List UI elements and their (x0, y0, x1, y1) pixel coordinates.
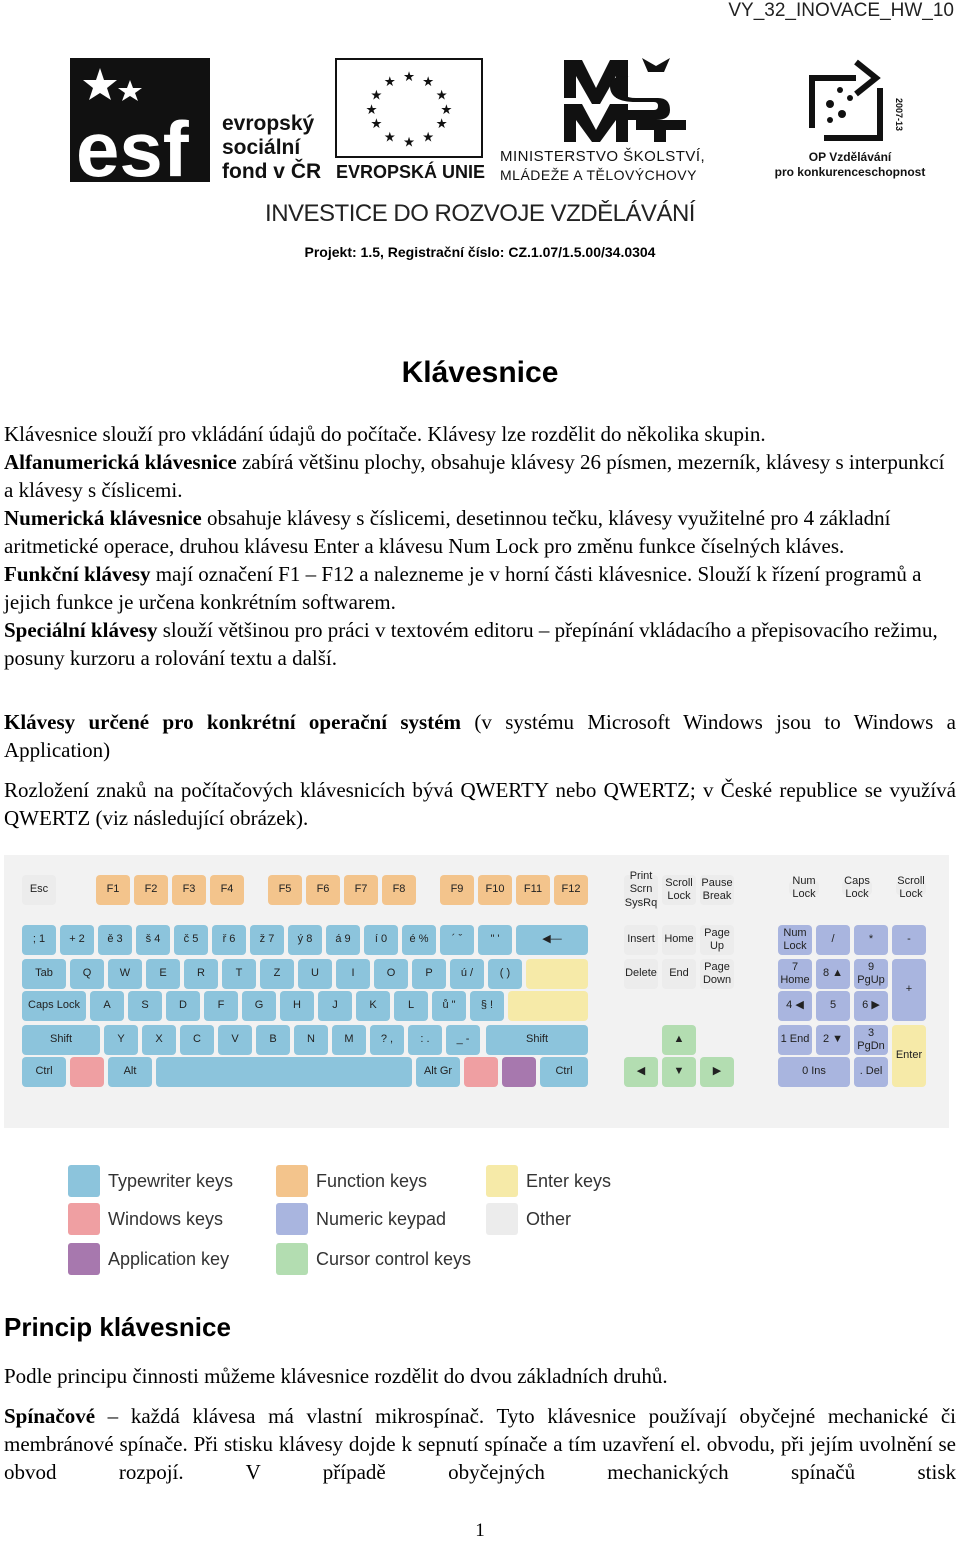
key-enter-bottom (508, 991, 588, 1021)
key-f8: F8 (382, 875, 416, 905)
key-number-row: " ' (478, 925, 512, 955)
key-f12: F12 (554, 875, 588, 905)
legend-label: Cursor control keys (316, 1248, 472, 1269)
legend-swatch (486, 1203, 518, 1235)
svg-text:★: ★ (365, 102, 378, 118)
project-registration: Projekt: 1.5, Registrační číslo: CZ.1.07/1.5.00/34.0304 (304, 244, 656, 260)
eu-logo-label: EVROPSKÁ UNIE (336, 162, 486, 182)
msmt-logo-text: MINISTERSTVO ŠKOLSTVÍ, MLÁDEŽE A TĚLOVÝCHOVY (500, 148, 706, 183)
legend-item (276, 1165, 427, 1197)
legend-item (68, 1165, 233, 1197)
key-letter: J (318, 991, 352, 1021)
key-letter: W (108, 959, 142, 989)
key-letter: K (356, 991, 390, 1021)
key-letter: I (336, 959, 370, 989)
legend-item (68, 1243, 229, 1275)
key-number-row: + 2 (60, 925, 94, 955)
key-number-row: ´ ˇ (440, 925, 474, 955)
key-numpad-4: 4 ◀ (778, 991, 812, 1021)
indicator-scroll-lock: Scroll Lock (897, 874, 925, 900)
svg-text:★: ★ (402, 135, 416, 151)
legend-swatch (68, 1165, 100, 1197)
key-numpad-2: 2 ▼ (816, 1025, 850, 1055)
key-numpad-0: 0 Ins (778, 1057, 850, 1087)
legend-swatch (276, 1165, 308, 1197)
key-number-row: ě 3 (98, 925, 132, 955)
key-right-windows (464, 1057, 498, 1087)
key-letter: H (280, 991, 314, 1021)
key-letter: V (218, 1025, 252, 1055)
numeric-term: Numerická klávesnice (4, 506, 202, 530)
switch-term: Spínačové (4, 1404, 96, 1428)
section-title: Princip klávesnice (4, 1312, 231, 1342)
key-number-row: í 0 (364, 925, 398, 955)
key-letter: A (90, 991, 124, 1021)
key-letter: ? , (370, 1025, 404, 1055)
key-number-row: ž 7 (250, 925, 284, 955)
key-f2: F2 (134, 875, 168, 905)
key-space (156, 1057, 412, 1087)
key-letter: ú / (450, 959, 484, 989)
document-id: VY_32_INOVACE_HW_10 (728, 0, 954, 21)
msmt-logo-mark (560, 58, 690, 144)
key-letter: T (222, 959, 256, 989)
svg-text:★: ★ (370, 88, 383, 104)
key-numpad-decimal: . Del (854, 1057, 888, 1087)
legend-item (276, 1203, 446, 1235)
key-letter: L (394, 991, 428, 1021)
svg-text:★: ★ (370, 117, 383, 133)
alphanumeric-term: Alfanumerická klávesnice (4, 450, 237, 474)
switch-keyboard-paragraph: Spínačové – každá klávesa má vlastní mikrospínač. Tyto klávesnice používají obyčejné mechanické či membránové spínače. Při stisku klávesy dojde k sepnutí spínače a tím uzavření el. obvodu, při jejím uvolnění se obvod rozpojí. V případě obyčejných mechanických spínačů stisk (4, 1404, 956, 1484)
key-alt: Alt (108, 1057, 152, 1087)
key-letter: Y (104, 1025, 138, 1055)
key-left-ctrl: Ctrl (22, 1057, 66, 1087)
key-num-lock: Num Lock (778, 925, 812, 955)
svg-text:★: ★ (422, 74, 435, 90)
key-numpad-enter: Enter (892, 1025, 926, 1087)
special-term: Speciální klávesy (4, 618, 158, 642)
legend-label: Other (526, 1208, 572, 1229)
key-letter: ( ) (488, 959, 522, 989)
key-letter: B (256, 1025, 290, 1055)
op-years-label: 2007-13 (894, 98, 904, 132)
key-application (502, 1057, 536, 1087)
key-arrow-right: ▶ (700, 1057, 734, 1087)
op-logo-text: OP Vzdělávání pro konkurenceschopnost (774, 150, 926, 179)
eu-flag-logo (335, 58, 483, 158)
key-numpad-3: 3 PgDn (854, 1025, 888, 1055)
key-page-up: Page Up (700, 925, 734, 955)
key-insert: Insert (624, 925, 658, 955)
os-keys-paragraph: Klávesy určené pro konkrétní operační systém (v systému Microsoft Windows jsou to Windows a Application) (4, 710, 956, 762)
key-left-windows (70, 1057, 104, 1087)
key-numpad-8: 8 ▲ (816, 959, 850, 989)
key-letter: § ! (470, 991, 504, 1021)
svg-text:★: ★ (422, 130, 435, 146)
key-numpad-divide: / (816, 925, 850, 955)
svg-text:★: ★ (383, 130, 396, 146)
key-number-row: á 9 (326, 925, 360, 955)
key-f6: F6 (306, 875, 340, 905)
key-letter: ů " (432, 991, 466, 1021)
key-letter: Z (260, 959, 294, 989)
legend-label: Numeric keypad (316, 1208, 447, 1229)
key-letter: O (374, 959, 408, 989)
legend-swatch (68, 1203, 100, 1235)
key-numpad-9: 9 PgUp (854, 959, 888, 989)
layout-paragraph: Rozložení znaků na počítačových klávesnicích bývá QWERTY nebo QWERTZ; v České republice se využívá QWERTZ (viz následující obrázek). (4, 778, 956, 830)
investment-banner: INVESTICE DO ROZVOJE VZDĚLÁVÁNÍ (265, 200, 695, 227)
key-letter: N (294, 1025, 328, 1055)
key-letter: M (332, 1025, 366, 1055)
key-home: Home (662, 925, 696, 955)
key-number-row: ; 1 (22, 925, 56, 955)
key-f11: F11 (516, 875, 550, 905)
esf-logo-text: evropský sociální fond v ČR (222, 112, 322, 183)
key-enter-top (526, 959, 588, 989)
os-keys-term: Klávesy určené pro konkrétní operační systém (4, 710, 462, 734)
key-f9: F9 (440, 875, 474, 905)
legend-label: Application key (108, 1248, 230, 1269)
key-right-shift: Shift (486, 1025, 588, 1055)
key-backspace: ◀— (516, 925, 588, 955)
key-arrow-up: ▲ (662, 1025, 696, 1055)
key-numpad-1: 1 End (778, 1025, 812, 1055)
key-letter: U (298, 959, 332, 989)
esf-logo-mark (70, 58, 210, 182)
legend-swatch (486, 1165, 518, 1197)
key-esc: Esc (22, 875, 56, 905)
op-vzdelavani-logo-mark (800, 58, 904, 148)
key-letter: E (146, 959, 180, 989)
key-numpad-7: 7 Home (778, 959, 812, 989)
key-f1: F1 (96, 875, 130, 905)
legend-label: Typewriter keys (108, 1170, 234, 1191)
key-f10: F10 (478, 875, 512, 905)
key-letter: F (204, 991, 238, 1021)
key-letter: C (180, 1025, 214, 1055)
indicator-num-lock: Num Lock (789, 881, 819, 895)
svg-text:★: ★ (435, 117, 448, 133)
key-f4: F4 (210, 875, 244, 905)
legend-item (276, 1243, 471, 1275)
key-end: End (662, 959, 696, 989)
key-left-shift: Shift (22, 1025, 100, 1055)
svg-text:★: ★ (383, 74, 396, 90)
legend-swatch (68, 1243, 100, 1275)
key-number-row: é % (402, 925, 436, 955)
key-tab: Tab (22, 959, 66, 989)
function-term: Funkční klávesy (4, 562, 151, 586)
principle-paragraph: Podle principu činnosti můžeme klávesnice rozdělit do dvou základních druhů. (4, 1364, 668, 1388)
key-numpad-6: 6 ▶ (854, 991, 888, 1021)
key-right-ctrl: Ctrl (540, 1057, 588, 1087)
key-print-screen: Print Scrn SysRq (624, 870, 658, 909)
key-caps-lock: Caps Lock (22, 991, 86, 1021)
key-page-down: Page Down (700, 959, 734, 989)
key-scroll-lock: Scroll Lock (662, 875, 696, 905)
key-arrow-down: ▼ (662, 1057, 696, 1087)
legend-item (486, 1203, 571, 1235)
key-letter: G (242, 991, 276, 1021)
legend-swatch (276, 1243, 308, 1275)
key-delete: Delete (624, 959, 658, 989)
key-numpad-5: 5 (816, 991, 850, 1021)
key-letter: S (128, 991, 162, 1021)
key-letter: : . (408, 1025, 442, 1055)
key-numpad-multiply: * (854, 925, 888, 955)
page-number: 1 (475, 1520, 485, 1541)
key-number-row: ý 8 (288, 925, 322, 955)
key-letter: X (142, 1025, 176, 1055)
legend-label: Windows keys (108, 1208, 224, 1229)
key-letter: R (184, 959, 218, 989)
legend-item (486, 1165, 611, 1197)
svg-text:★: ★ (402, 70, 416, 86)
key-letter: _ - (446, 1025, 480, 1055)
intro-paragraph: Klávesnice slouží pro vkládání údajů do počítače. Klávesy lze rozdělit do několika skupin. Alfanumerická klávesnice zabírá většinu plochy, obsahuje klávesy 26 písmen, mezerník, klávesy s interpunkcí a klávesy s číslicemi. Numerická klávesnice obsahuje klávesy s číslicemi, desetinnou tečku, klávesy využitelné pro 4 základní aritmetické operace, druhou klávesu Enter a klávesu Num Lock pro změnu funkce číselných kláves. Funkční klávesy mají označení F1 – F12 a nalezneme je v horní části klávesnice. Slouží k řízení programů a jejich funkce je určena konkrétním softwarem. Speciální klávesy slouží většinou pro práci v textovém editoru – přepínání vkládacího a přepisovacího režimu, posuny kurzoru a rolování textu a další. (4, 422, 945, 670)
svg-text:esf: esf (76, 105, 189, 182)
key-letter: D (166, 991, 200, 1021)
key-numpad-minus: - (892, 925, 926, 955)
legend-label: Function keys (316, 1170, 428, 1191)
legend-item (68, 1203, 223, 1235)
key-arrow-left: ◀ (624, 1057, 658, 1087)
key-numpad-plus: + (892, 959, 926, 1021)
key-pause: Pause Break (700, 875, 734, 905)
key-letter: Q (70, 959, 104, 989)
key-number-row: š 4 (136, 925, 170, 955)
svg-text:★: ★ (440, 102, 453, 118)
key-alt-gr: Alt Gr (416, 1057, 460, 1087)
legend-swatch (276, 1203, 308, 1235)
legend-label: Enter keys (526, 1170, 612, 1191)
key-f7: F7 (344, 875, 378, 905)
svg-text:★: ★ (435, 88, 448, 104)
key-number-row: ř 6 (212, 925, 246, 955)
key-number-row: č 5 (174, 925, 208, 955)
indicator-caps-lock: Caps Lock (842, 881, 872, 895)
keyboard-diagram (4, 855, 949, 1128)
key-f5: F5 (268, 875, 302, 905)
page-title: Klávesnice (401, 356, 559, 389)
key-f3: F3 (172, 875, 206, 905)
key-letter: P (412, 959, 446, 989)
